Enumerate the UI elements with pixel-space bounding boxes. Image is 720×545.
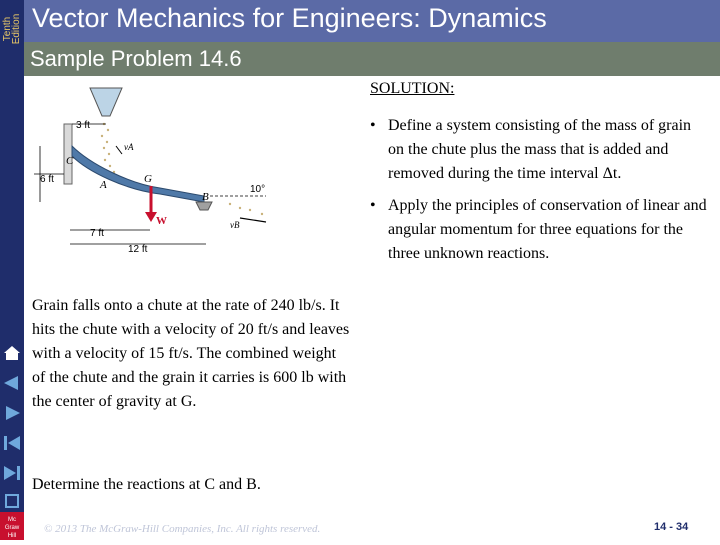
edition-label: Tenth Edition — [2, 13, 22, 45]
bullet-dot-icon: • — [370, 117, 376, 134]
fig-label-vB: vB — [230, 220, 240, 230]
first-slide-button[interactable] — [0, 432, 24, 454]
fig-label-A: A — [100, 179, 107, 191]
bullet-text: Apply the principles of conservation of linear and angular momentum for three equations for the three unknown reactions. — [388, 197, 707, 262]
first-icon — [0, 432, 24, 454]
fig-label-C: C — [66, 155, 74, 167]
problem-statement: Grain falls onto a chute at the rate of 240 lb/s. It hits the chute with a velocity of 20 ft/s and leaves with a velocity of 15 ft/s. The combined weight of the chute and the grain it carries is 600 lb with the center of gravity at G. — [32, 297, 350, 410]
fig-label-B: B — [202, 191, 209, 203]
exit-button[interactable] — [0, 490, 24, 512]
svg-text:Graw: Graw — [4, 525, 20, 531]
last-slide-button[interactable] — [0, 462, 24, 484]
svg-text:Hill: Hill — [7, 533, 17, 539]
fig-label-3ft: 3 ft — [76, 120, 90, 131]
copyright-footer: © 2013 The McGraw-Hill Companies, Inc. All rights reserved. — [44, 523, 321, 535]
page-number: 14 - 34 — [654, 521, 689, 533]
exit-grain — [229, 203, 263, 215]
back-arrow-icon — [0, 372, 24, 394]
previous-button[interactable] — [0, 372, 24, 394]
fig-label-G: G — [144, 173, 152, 185]
bullet-item — [370, 114, 710, 186]
edition-sidebar — [0, 0, 24, 540]
fig-label-6ft: 6 ft — [40, 174, 54, 185]
bullet-dot-icon: • — [370, 197, 376, 214]
last-icon — [0, 462, 24, 484]
book-title: Vector Mechanics for Engineers: Dynamics — [32, 3, 547, 33]
vA-arrow — [116, 146, 122, 154]
fig-label-angle: 10° — [250, 184, 266, 195]
solution-heading: SOLUTION: — [370, 80, 455, 97]
hopper-shape — [90, 88, 122, 116]
problem-question: Determine the reactions at C and B. — [32, 476, 261, 493]
fig-label-12ft: 12 ft — [128, 244, 148, 255]
support-B — [196, 202, 212, 210]
svg-text:Mc: Mc — [8, 517, 16, 523]
slide-subtitle: Sample Problem 14.6 — [30, 46, 242, 71]
home-button[interactable] — [0, 342, 24, 364]
solution-bullets — [370, 114, 710, 274]
home-icon — [0, 342, 24, 364]
mcgraw-hill-logo — [0, 512, 24, 540]
fig-label-vA: vA — [124, 142, 134, 152]
next-button[interactable] — [0, 402, 24, 424]
exit-icon — [0, 490, 24, 512]
vB-arrow — [240, 218, 266, 222]
publisher-logo — [0, 512, 24, 540]
fig-label-W: W — [156, 215, 167, 227]
forward-arrow-icon — [0, 402, 24, 424]
chute-shape — [72, 146, 204, 202]
wall-support — [64, 124, 72, 184]
bullet-text: Define a system consisting of the mass of grain on the chute plus the mass that is added and removed during the time interval Δt. — [388, 117, 692, 182]
chute-figure — [30, 84, 330, 260]
grain-stream — [101, 123, 115, 173]
fig-label-7ft: 7 ft — [90, 228, 104, 239]
bullet-item — [370, 194, 710, 266]
